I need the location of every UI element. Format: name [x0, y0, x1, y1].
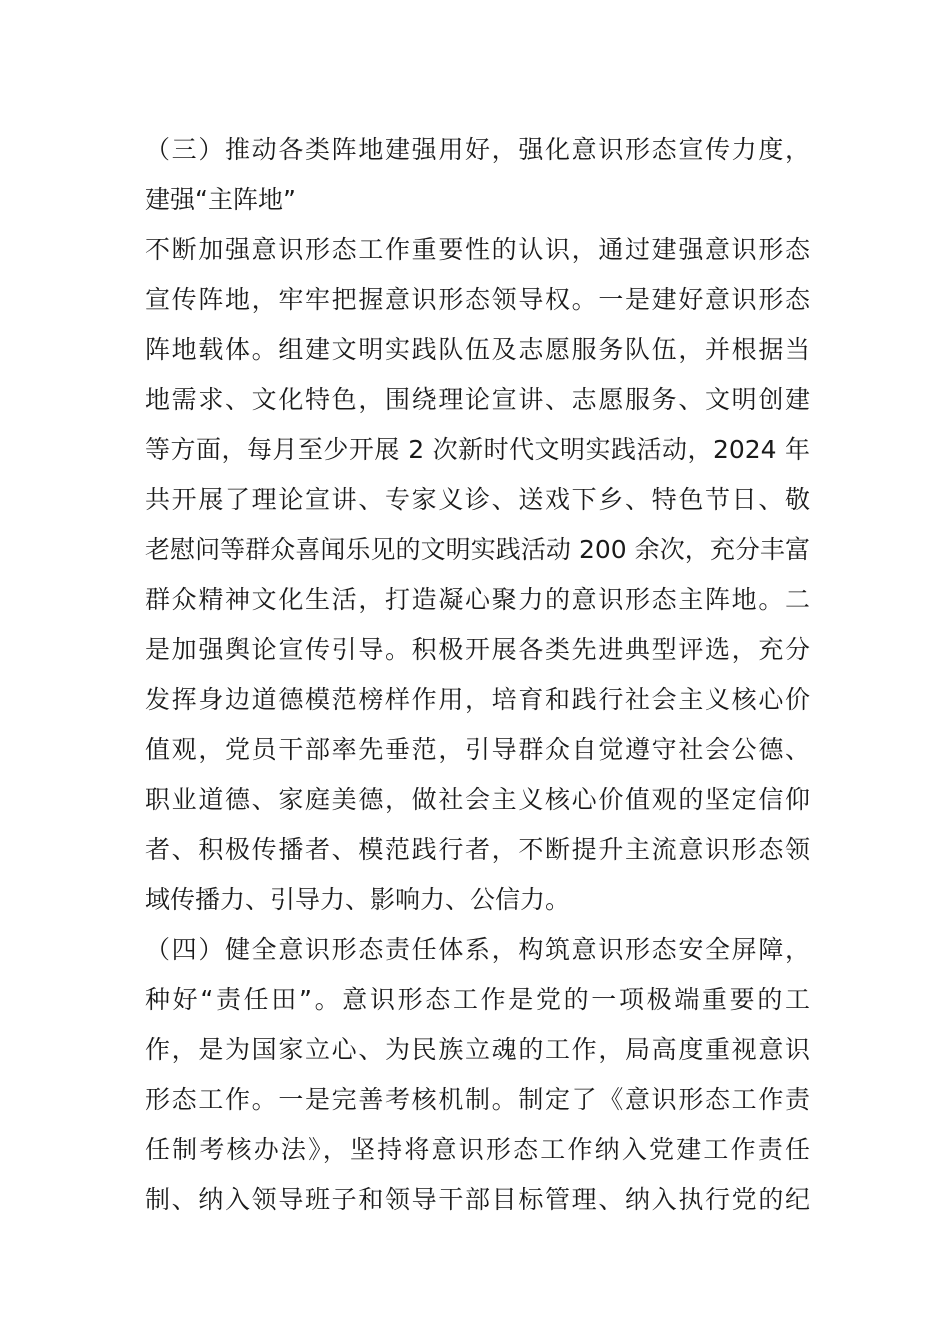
paragraph-line: 不断加强意识形态工作重要性的认识，通过建强意识形态 [145, 235, 810, 264]
paragraph-line: 者、积极传播者、模范践行者，不断提升主流意识形态领 [145, 835, 810, 864]
paragraph-line: 宣传阵地，牢牢把握意识形态领导权。一是建好意识形态 [145, 285, 810, 314]
heading-section-4-line-1: （四）健全意识形态责任体系，构筑意识形态安全屏障， [145, 935, 810, 964]
paragraph-line: 发挥身边道德模范榜样作用，培育和践行社会主义核心价 [145, 685, 810, 714]
paragraph-line: 形态工作。一是完善考核机制。制定了《意识形态工作责 [145, 1085, 810, 1114]
paragraph-line: 阵地载体。组建文明实践队伍及志愿服务队伍，并根据当 [145, 335, 810, 364]
paragraph-line: 制、纳入领导班子和领导干部目标管理、纳入执行党的纪 [145, 1185, 810, 1214]
paragraph-line: 地需求、文化特色，围绕理论宣讲、志愿服务、文明创建 [145, 385, 810, 414]
paragraph-line: 职业道德、家庭美德，做社会主义核心价值观的坚定信仰 [145, 785, 810, 814]
paragraph-line: 值观，党员干部率先垂范，引导群众自觉遵守社会公德、 [145, 735, 810, 764]
paragraph-line: 是加强舆论宣传引导。积极开展各类先进典型评选，充分 [145, 635, 810, 664]
paragraph-line: 任制考核办法》，坚持将意识形态工作纳入党建工作责任 [145, 1135, 810, 1164]
paragraph-line: 作，是为国家立心、为民族立魂的工作，局高度重视意识 [145, 1035, 810, 1064]
paragraph-line: 老慰问等群众喜闻乐见的文明实践活动 200 余次，充分丰富 [145, 535, 810, 564]
heading-section-3-line-1: （三）推动各类阵地建强用好，强化意识形态宣传力度， [145, 135, 810, 164]
paragraph-line: 等方面，每月至少开展 2 次新时代文明实践活动，2024 年 [145, 435, 810, 464]
heading-section-3-line-2: 建强“主阵地” [145, 185, 296, 214]
paragraph-line: 种好“责任田”。意识形态工作是党的一项极端重要的工 [145, 985, 810, 1014]
paragraph-line: 群众精神文化生活，打造凝心聚力的意识形态主阵地。二 [145, 585, 810, 614]
paragraph-line: 域传播力、引导力、影响力、公信力。 [145, 885, 571, 914]
paragraph-line: 共开展了理论宣讲、专家义诊、送戏下乡、特色节日、敬 [145, 485, 810, 514]
